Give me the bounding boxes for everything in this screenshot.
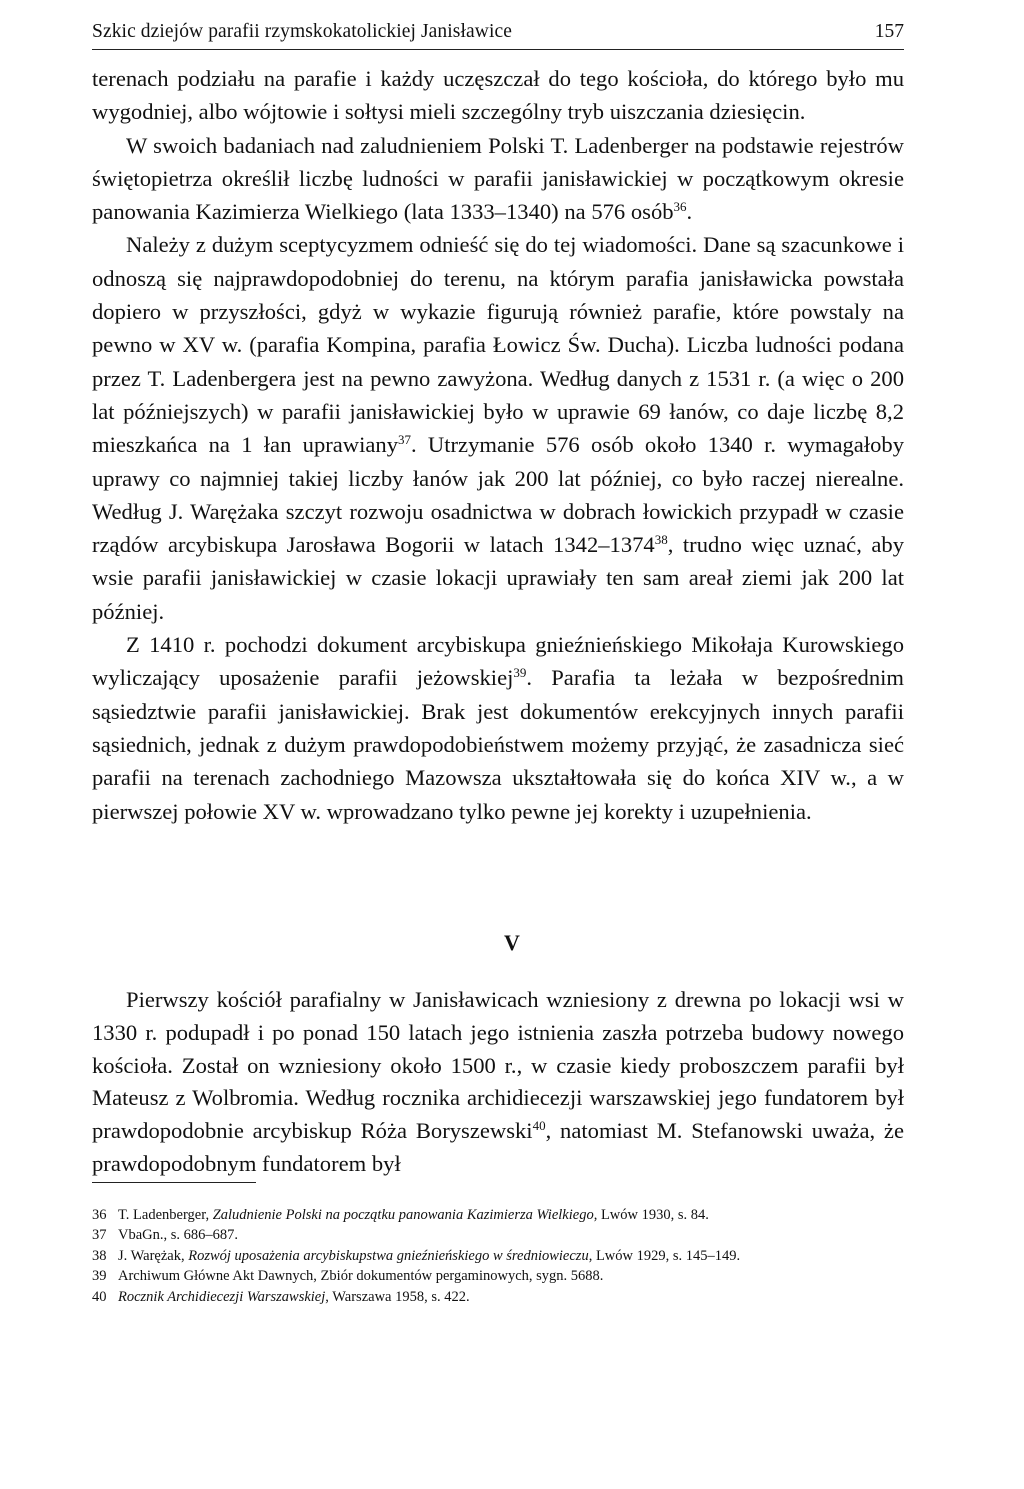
paragraph	[92, 984, 904, 1181]
page-header	[92, 17, 904, 50]
text-run: .	[686, 199, 693, 225]
footnote-text	[118, 1205, 709, 1225]
footnotes	[92, 1205, 904, 1307]
footnote-reference: 37	[398, 432, 412, 448]
text-run: , Warszawa 1958, s. 422.	[325, 1288, 470, 1305]
text-run: Pierwszy kościół parafialny w Janisławicach wzniesiony z drewna po lokacji wsi w 1330 r. podupadł i po ponad 150 latach jego istnienia zaszła potrzeba budowy nowego kościoła. Został on wzniesiony około 1500 r., w czasie kiedy proboszczem parafii był Mateusz z Wolbromia. Według rocznika archidiecezji warszawskiej jego fundatorem był prawdopodobnie arcybiskup Róża Boryszewski	[92, 987, 904, 1144]
text-run: . Parafia ta leżała w bezpośrednim sąsiedztwie parafii janisławickiej. Brak jest dokumentów erekcyjnych innych parafii sąsiednich, jednak z dużym prawdopodobieństwem możemy przyjąć, że zasadnicza sieć parafii na terenach zachodniego Mazowsza ukształtowała się do końca XIV w., a w pierwszej połowie XV w. wprowadzano tylko pewne jej korekty i uzupełnienia.	[92, 665, 904, 824]
footnote-number: 37	[92, 1227, 107, 1244]
text-run: W swoich badaniach nad zaludnieniem Polski T. Ladenberger na podstawie rejestrów świętopietrza określił liczbę ludności w parafii janisławickiej w początkowym okresie panowania Kazimierza Wielkiego (lata 1333–1340) na 576 osób	[92, 132, 904, 225]
footnote	[92, 1246, 904, 1266]
footnote-text	[118, 1225, 238, 1245]
footnote-reference: 39	[513, 665, 527, 681]
text-run: , Lwów 1930, s. 84.	[593, 1207, 709, 1223]
text-run: Należy z dużym sceptycyzmem odnieść się do tej wiadomości. Dane są szacunkowe i odnoszą się najprawdopodobniej do terenu, na którym parafia janisławicka powstała dopiero w przyszłości, gdyż w wykazie figurują również parafie, które powstaly na pewno w XV w. (parafia Kompina, parafia Łowicz Św. Ducha). Liczba ludności podana przez T. Ladenbergera jest na pewno zawyżona. Według danych z 1531 r. (a więc o 200 lat późniejszych) w parafii janisławickiej było w uprawie 69 łanów, co daje liczbę 8,2 mieszkańca na 1 łan uprawiany	[92, 232, 904, 458]
text-run: . Utrzymanie 576 osób około 1340 r. wymagałoby uprawy co najmniej takiej liczby łanów jak 200 lat później, co było raczej nierealne. Według J. Warężaka szczyt rozwoju osadnictwa w dobrach łowickich przypadł w czasie rządów arcybiskupa Jarosława Bogorii w latach 1342–1374	[92, 432, 904, 558]
paragraph	[92, 129, 904, 229]
footnote-text	[118, 1266, 603, 1286]
running-title: Szkic dziejów parafii rzymskokatolickiej Janisławice	[92, 21, 512, 42]
page-number: 157	[874, 21, 904, 42]
text-run: , natomiast M. Stefanowski uważa, że prawdopodobnym fundatorem był	[92, 1118, 904, 1176]
footnote	[92, 1205, 904, 1225]
italic-title: Zaludnienie Polski na początku panowania Kazimierza Wielkiego	[212, 1207, 594, 1223]
italic-title: Rocznik Archidiecezji Warszawskiej	[118, 1288, 326, 1305]
footnote	[92, 1287, 904, 1307]
footnote	[92, 1266, 904, 1286]
footnote-separator	[92, 1182, 256, 1183]
italic-title: Rozwój uposażenia arcybiskupstwa gnieźnieńskiego w średniowieczu	[188, 1247, 589, 1264]
paragraph	[92, 62, 904, 129]
text-run: , Lwów 1929, s. 145–149.	[588, 1247, 741, 1264]
text-run: VbaGn., s. 686–687.	[118, 1227, 239, 1244]
footnote-reference: 38	[654, 532, 668, 548]
footnote	[92, 1225, 904, 1245]
footnote-number: 38	[92, 1247, 107, 1264]
text-run: , trudno więc uznać, aby wsie parafii janisławickiej w czasie lokacji uprawiały ten sam areał ziemi jak 200 lat później.	[92, 532, 904, 624]
footnote-number: 39	[92, 1268, 107, 1285]
paragraph	[92, 228, 904, 628]
paragraph	[92, 628, 904, 828]
footnote-text	[118, 1287, 470, 1307]
text-run: Z 1410 r. pochodzi dokument arcybiskupa gnieźnieńskiego Mikołaja Kurowskiego wyliczający uposażenie parafii jeżowskiej	[92, 632, 904, 691]
main-text-block-2	[92, 984, 904, 1181]
footnote-reference: 36	[673, 199, 687, 215]
footnote-number: 40	[92, 1288, 107, 1305]
main-text-block	[92, 62, 904, 828]
footnote-reference: 40	[532, 1118, 546, 1134]
text-run: T. Ladenberger,	[118, 1207, 213, 1223]
text-run: Archiwum Główne Akt Dawnych, Zbiór dokumentów pergaminowych, sygn. 5688.	[118, 1268, 604, 1285]
section-heading: V	[504, 930, 520, 955]
text-run: terenach podziału na parafie i każdy uczęszczał do tego kościoła, do którego było mu wygodniej, albo wójtowie i sołtysi mieli szczególny tryb uiszczania dziesięcin.	[92, 66, 904, 125]
footnote-text	[118, 1246, 740, 1266]
footnote-number: 36	[92, 1207, 107, 1223]
text-run: J. Warężak,	[118, 1247, 189, 1264]
